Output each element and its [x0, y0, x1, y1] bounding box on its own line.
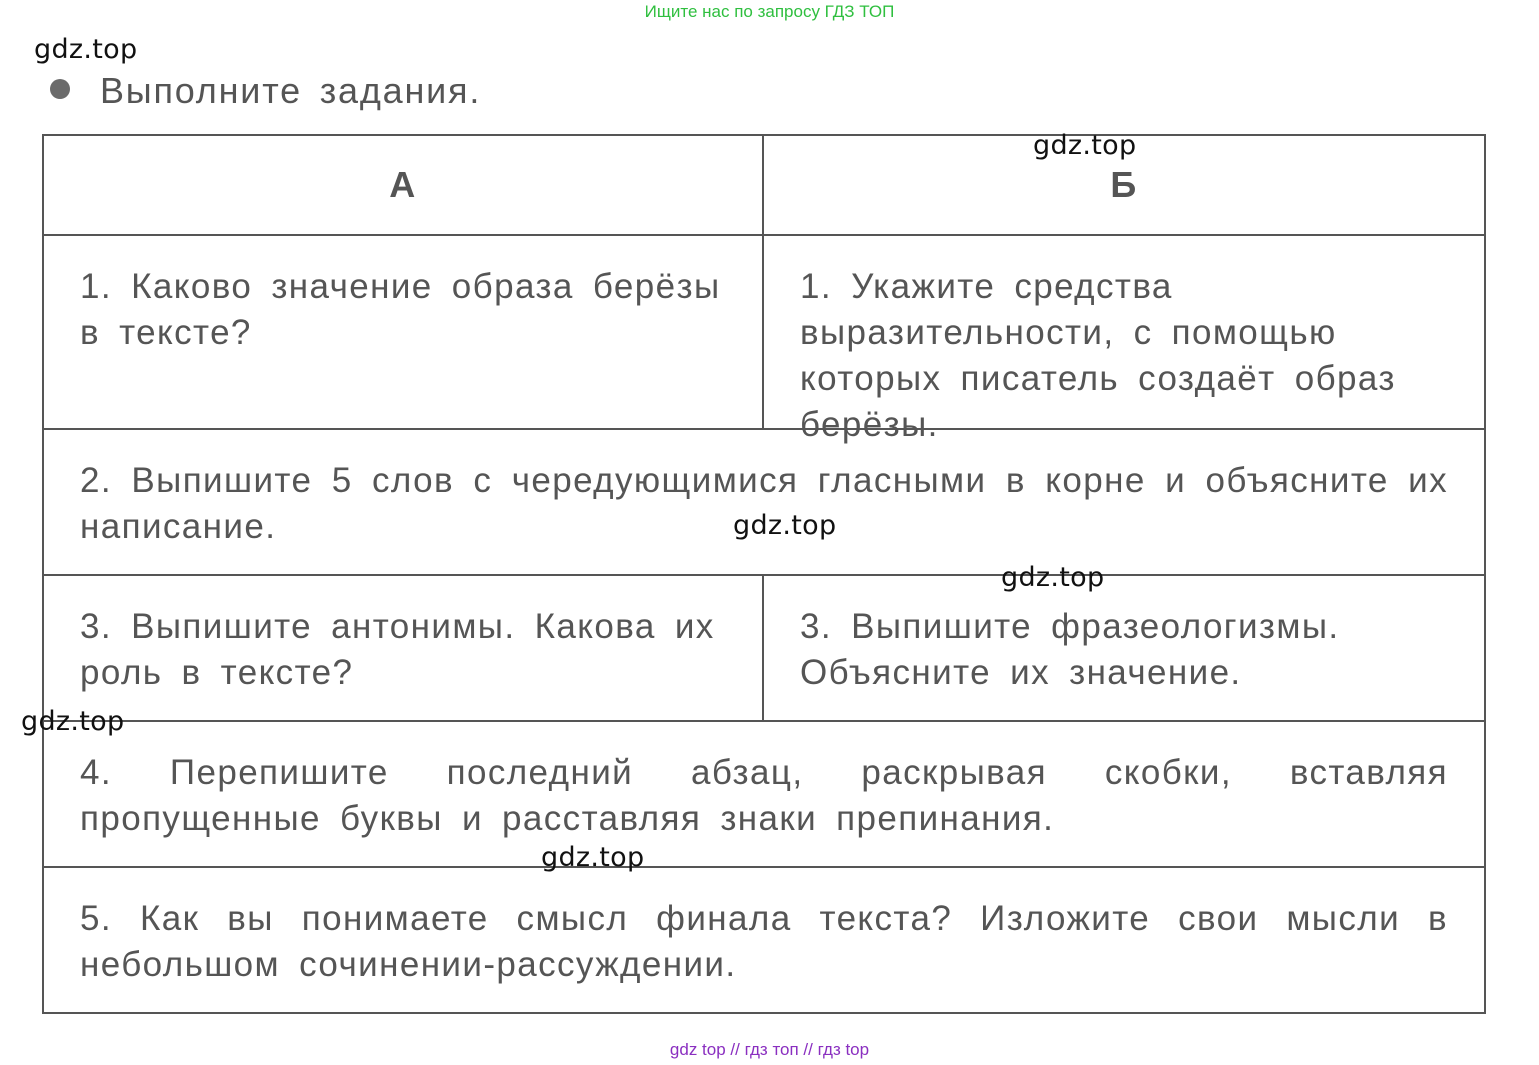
- instruction-text: Выполните задания.: [100, 70, 482, 111]
- table-row: [44, 430, 1484, 576]
- watermark: gdz.top: [541, 842, 645, 873]
- instruction: [50, 70, 481, 112]
- task-3-variant-a: 3. Выпишите антонимы. Какова их роль в тексте?: [44, 576, 764, 720]
- column-header-b: Б: [1110, 164, 1138, 205]
- task-3-variant-b: 3. Выпишите фразеологизмы. Объясните их значение.: [800, 607, 1340, 692]
- task-table: [42, 134, 1486, 1014]
- table-row: [44, 722, 1484, 868]
- table-row: [44, 576, 1484, 722]
- watermark: gdz.top: [1033, 130, 1137, 161]
- bullet-icon: [50, 79, 70, 99]
- watermark: gdz.top: [34, 34, 138, 65]
- table-row: [44, 236, 1484, 444]
- footer-links[interactable]: gdz top // гдз топ // гдз top: [669, 1040, 870, 1059]
- table-row: [44, 868, 1484, 1012]
- watermark: gdz.top: [21, 706, 125, 737]
- watermark: gdz.top: [1001, 562, 1105, 593]
- task-2: 2. Выпишите 5 слов с чередующимися гласными в корне и объясните их написание.: [80, 461, 1448, 546]
- task-4: 4. Перепишите последний абзац, раскрывая скобки, вставляя пропущенные буквы и расставляя знаки препинания.: [80, 753, 1448, 838]
- watermark: gdz.top: [733, 510, 837, 541]
- table-header-row: [44, 136, 1484, 236]
- search-banner: Ищите нас по запросу ГДЗ ТОП: [644, 2, 895, 21]
- column-header-a: А: [44, 136, 764, 234]
- task-1-variant-a: 1. Каково значение образа берёзы в тексте?: [44, 236, 764, 428]
- task-5: 5. Как вы понимаете смысл финала текста? Изложите свои мысли в небольшом сочинении-рассуждении.: [80, 899, 1448, 984]
- task-1-variant-b: 1. Укажите средства выразительности, с помощью которых писатель создаёт образ берёзы.: [800, 267, 1396, 444]
